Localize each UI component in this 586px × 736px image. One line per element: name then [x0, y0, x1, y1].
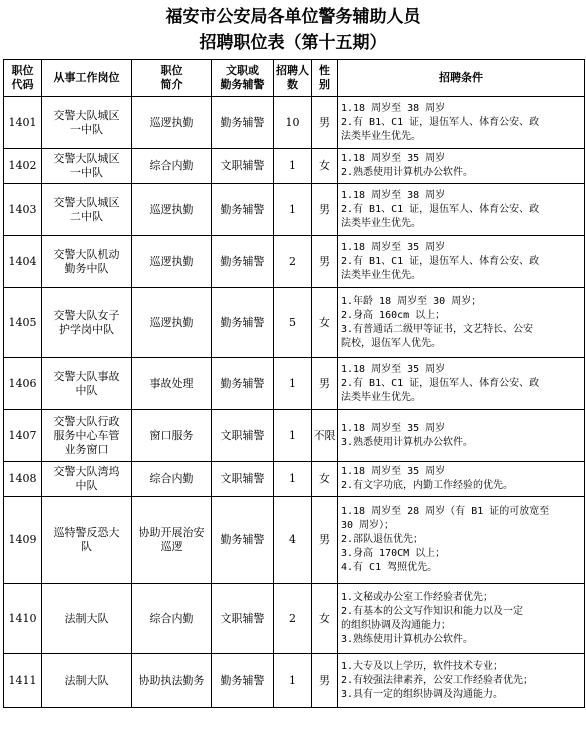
cell-type: 勤务辅警 — [212, 288, 274, 358]
cell-count: 1 — [274, 654, 312, 708]
cell-post: 巡特警反恐大 队 — [42, 497, 132, 584]
page-title-line2: 招聘职位表（第十五期） — [199, 33, 387, 53]
header-gender: 性 别 — [312, 60, 338, 97]
cell-intro: 事故处理 — [132, 358, 212, 410]
cell-conditions: 1.18 周岁至 35 周岁 2.熟悉使用计算机办公软件。 — [338, 149, 585, 184]
cell-gender: 男 — [312, 97, 338, 149]
page-title-line1: 福安市公安局各单位警务辅助人员 — [165, 7, 421, 27]
table-row — [4, 497, 585, 584]
header-post: 从事工作岗位 — [42, 60, 132, 97]
table-row — [4, 462, 585, 497]
cell-intro: 巡逻执勤 — [132, 236, 212, 288]
cell-type: 勤务辅警 — [212, 97, 274, 149]
cell-count: 1 — [274, 184, 312, 236]
cell-count: 10 — [274, 97, 312, 149]
cell-conditions: 1.18 周岁至 38 周岁 2.有 B1、C1 证，退伍军人、体育公安、政 法类毕业生优先。 — [338, 184, 585, 236]
cell-conditions: 1.18 周岁至 38 周岁 2.有 B1、C1 证，退伍军人、体育公安、政 法类毕业生优先。 — [338, 97, 585, 149]
cell-post: 交警大队城区 一中队 — [42, 149, 132, 184]
cell-post: 交警大队湾坞 中队 — [42, 462, 132, 497]
cell-type: 文职辅警 — [212, 462, 274, 497]
cell-conditions: 1.18 周岁至 35 周岁 2.有 B1、C1 证，退伍军人、体育公安、政 法类毕业生优先。 — [338, 236, 585, 288]
cell-post: 法制大队 — [42, 654, 132, 708]
cell-post: 交警大队行政 服务中心车管 业务窗口 — [42, 410, 132, 462]
cell-gender: 男 — [312, 358, 338, 410]
cell-type: 文职辅警 — [212, 584, 274, 654]
cell-conditions: 1.18 周岁至 35 周岁 2.有文字功底，内勤工作经验的优先。 — [338, 462, 585, 497]
header-intro: 职位 简介 — [132, 60, 212, 97]
cell-count: 1 — [274, 410, 312, 462]
cell-code: 1411 — [4, 654, 42, 708]
cell-conditions: 1.18 周岁至 35 周岁 2.有 B1、C1 证，退伍军人、体育公安、政 法类毕业生优先。 — [338, 358, 585, 410]
cell-post: 法制大队 — [42, 584, 132, 654]
cell-type: 勤务辅警 — [212, 236, 274, 288]
cell-type: 文职辅警 — [212, 149, 274, 184]
cell-code: 1402 — [4, 149, 42, 184]
cell-intro: 巡逻执勤 — [132, 184, 212, 236]
cell-count: 4 — [274, 497, 312, 584]
table-row — [4, 288, 585, 358]
cell-gender: 男 — [312, 497, 338, 584]
cell-code: 1407 — [4, 410, 42, 462]
cell-gender: 女 — [312, 462, 338, 497]
cell-type: 勤务辅警 — [212, 184, 274, 236]
cell-gender: 男 — [312, 236, 338, 288]
cell-intro: 巡逻执勤 — [132, 288, 212, 358]
cell-code: 1401 — [4, 97, 42, 149]
cell-post: 交警大队女子 护学岗中队 — [42, 288, 132, 358]
table-header-row — [4, 60, 585, 97]
cell-type: 勤务辅警 — [212, 497, 274, 584]
cell-count: 1 — [274, 462, 312, 497]
cell-conditions: 1.大专及以上学历，软件技术专业； 2.有较强法律素养，公安工作经验者优先； 3.具有一定的组织协调及沟通能力。 — [338, 654, 585, 708]
table-row — [4, 410, 585, 462]
cell-intro: 窗口服务 — [132, 410, 212, 462]
cell-count: 2 — [274, 584, 312, 654]
cell-code: 1410 — [4, 584, 42, 654]
table-row — [4, 584, 585, 654]
cell-count: 1 — [274, 149, 312, 184]
cell-gender: 女 — [312, 149, 338, 184]
cell-count: 2 — [274, 236, 312, 288]
table-row — [4, 236, 585, 288]
header-conditions: 招聘条件 — [338, 60, 585, 97]
cell-post: 交警大队机动 勤务中队 — [42, 236, 132, 288]
cell-type: 勤务辅警 — [212, 358, 274, 410]
table-row — [4, 654, 585, 708]
cell-type: 文职辅警 — [212, 410, 274, 462]
header-count: 招聘人 数 — [274, 60, 312, 97]
header-type: 文职或 勤务辅警 — [212, 60, 274, 97]
cell-code: 1409 — [4, 497, 42, 584]
cell-type: 勤务辅警 — [212, 654, 274, 708]
cell-intro: 巡逻执勤 — [132, 97, 212, 149]
cell-conditions: 1.18 周岁至 28 周岁（有 B1 证的可放宽至 30 周岁）； 2.部队退伍优先； 3.身高 170CM 以上； 4.有 C1 驾照优先。 — [338, 497, 585, 584]
cell-code: 1406 — [4, 358, 42, 410]
cell-gender: 男 — [312, 184, 338, 236]
recruitment-table — [3, 59, 585, 708]
table-row — [4, 149, 585, 184]
cell-code: 1408 — [4, 462, 42, 497]
table-row — [4, 97, 585, 149]
cell-conditions: 1.18 周岁至 35 周岁 3.熟悉使用计算机办公软件。 — [338, 410, 585, 462]
header-code: 职位 代码 — [4, 60, 42, 97]
cell-gender: 女 — [312, 584, 338, 654]
cell-intro: 综合内勤 — [132, 462, 212, 497]
cell-intro: 综合内勤 — [132, 584, 212, 654]
cell-post: 交警大队城区 一中队 — [42, 97, 132, 149]
cell-code: 1404 — [4, 236, 42, 288]
cell-gender: 女 — [312, 288, 338, 358]
cell-code: 1405 — [4, 288, 42, 358]
cell-gender: 不限 — [312, 410, 338, 462]
cell-gender: 男 — [312, 654, 338, 708]
cell-intro: 协助执法勤务 — [132, 654, 212, 708]
cell-code: 1403 — [4, 184, 42, 236]
cell-conditions: 1.年龄 18 周岁至 30 周岁； 2.身高 160cm 以上； 3.有普通话二级甲等证书，文艺特长、公安 院校，退伍军人优先。 — [338, 288, 585, 358]
cell-post: 交警大队城区 二中队 — [42, 184, 132, 236]
cell-conditions: 1.文秘或办公室工作经验者优先； 2.有基本的公文写作知识和能力以及一定 的组织协调及沟通能力； 3.熟练使用计算机办公软件。 — [338, 584, 585, 654]
table-row — [4, 358, 585, 410]
cell-intro: 综合内勤 — [132, 149, 212, 184]
cell-count: 1 — [274, 358, 312, 410]
cell-count: 5 — [274, 288, 312, 358]
table-row — [4, 184, 585, 236]
cell-post: 交警大队事故 中队 — [42, 358, 132, 410]
cell-intro: 协助开展治安 巡逻 — [132, 497, 212, 584]
